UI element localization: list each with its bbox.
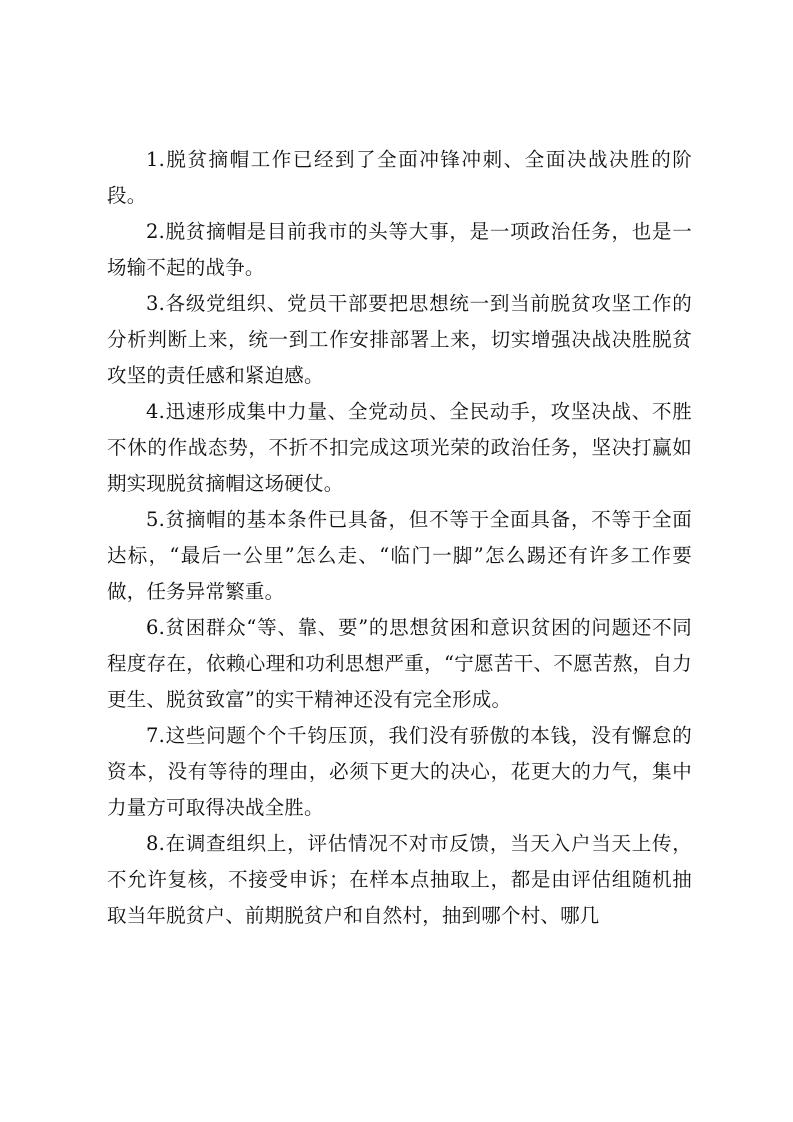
paragraph-8: 8.在调查组织上，评估情况不对市反馈，当天入户当天上传，不允许复核，不接受申诉；在样本点抽取上，都是由评估组随机抽取当年脱贫户、前期脱贫户和自然村，抽到哪个村、哪几 [107,832,692,927]
paragraph-2: 2.脱贫摘帽是目前我市的头等大事，是一项政治任务，也是一场输不起的战争。 [107,220,692,279]
paragraph-6: 6.贫困群众“等、靠、要”的思想贫困和意识贫困的问题还不同程度存在，依赖心理和功利思想严重，“宁愿苦干、不愿苦熬，自力更生、脱贫致富”的实干精神还没有完全形成。 [107,616,692,711]
paragraph-4: 4.迅速形成集中力量、全党动员、全民动手，攻坚决战、不胜不休的作战态势，不折不扣完成这项光荣的政治任务，坚决打赢如期实现脱贫摘帽这场硬仗。 [107,400,692,495]
paragraph-3: 3.各级党组织、党员干部要把思想统一到当前脱贫攻坚工作的分析判断上来，统一到工作安排部署上来，切实增强决战决胜脱贫攻坚的责任感和紧迫感。 [107,292,692,387]
document-body [107,142,692,934]
paragraph-1: 1.脱贫摘帽工作已经到了全面冲锋冲刺、全面决战决胜的阶段。 [107,148,692,207]
paragraph-5: 5.贫摘帽的基本条件已具备，但不等于全面具备，不等于全面达标，“最后一公里”怎么走、“临门一脚”怎么踢还有许多工作要做，任务异常繁重。 [107,508,692,603]
paragraph-7: 7.这些问题个个千钧压顶，我们没有骄傲的本钱，没有懈怠的资本，没有等待的理由，必须下更大的决心，花更大的力气，集中力量方可取得决战全胜。 [107,724,692,819]
